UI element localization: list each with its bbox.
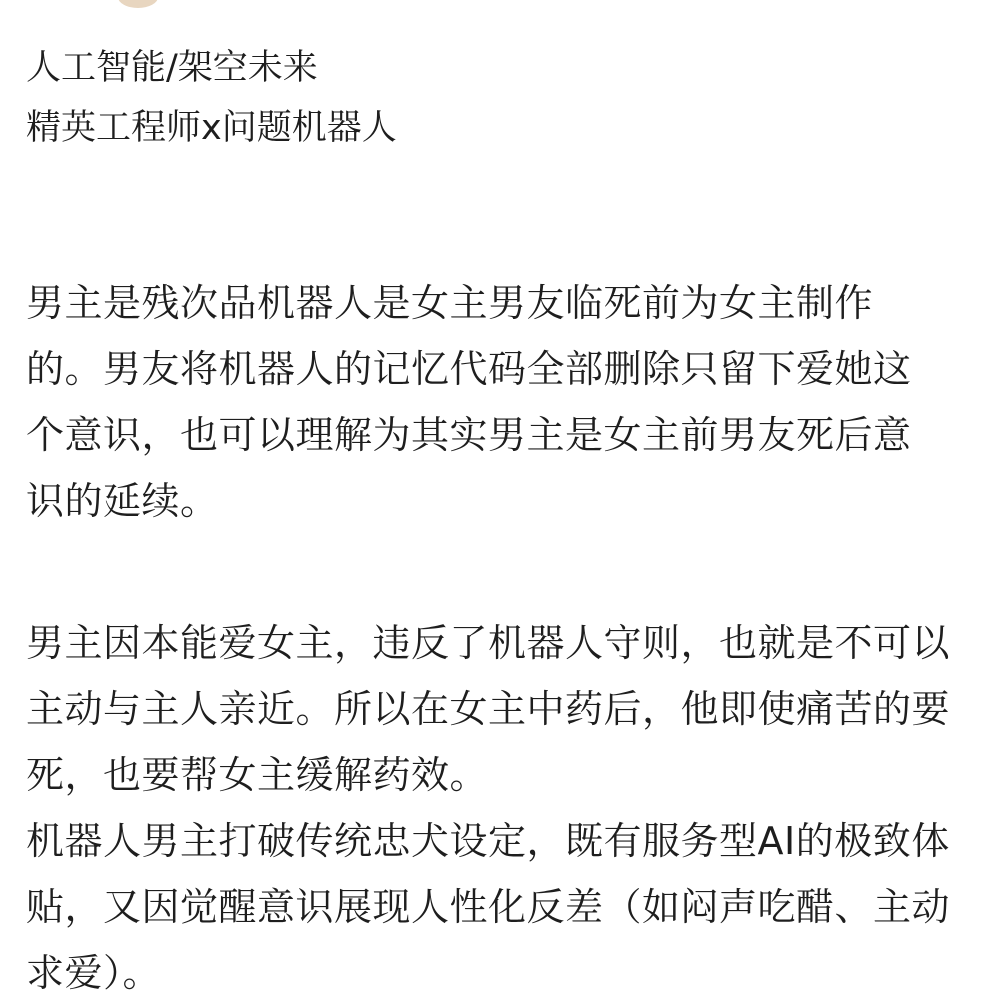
story-paragraph-character: 机器人男主打破传统忠犬设定，既有服务型AI的极致体贴，又因觉醒意识展现人性化反差（如闷声吃醋、主动求爱）。 xyxy=(26,819,951,995)
cropped-avatar-fragment xyxy=(118,0,158,8)
story-paragraph-background: 男主是残次品机器人是女主男友临死前为女主制作的。男友将机器人的记忆代码全部删除只留下爱她这个意识，也可以理解为其实男主是女主前男友死后意识的延续。 xyxy=(26,281,912,523)
post-body xyxy=(26,38,986,1006)
genre-tag-line: 人工智能/架空未来 xyxy=(26,48,318,88)
story-paragraph-conflict: 男主因本能爱女主，违反了机器人守则，也就是不可以主动与主人亲近。所以在女主中药后，他即使痛苦的要死，也要帮女主缓解药效。 xyxy=(26,621,951,797)
character-pairing-line: 精英工程师x问题机器人 xyxy=(26,108,397,148)
